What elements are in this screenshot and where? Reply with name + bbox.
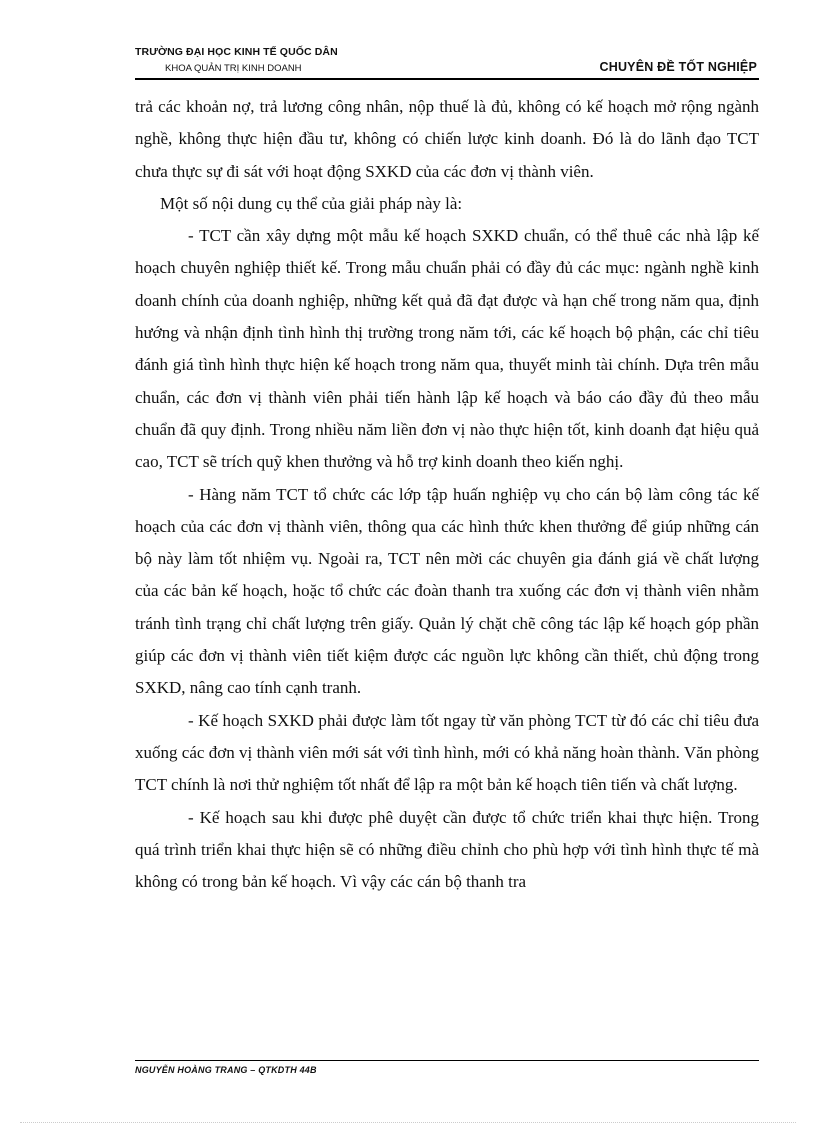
paragraph-bullet-implementation: - Kế hoạch sau khi được phê duyệt cần được tổ chức triển khai thực hiện. Trong quá trình triển khai thực hiện sẽ có những điều chỉnh cho phù hợp với tình hình thực tế mà không có trong bản kế hoạch. Vì vậy các cán bộ thanh tra: [135, 807, 759, 892]
header-divider: [135, 78, 759, 80]
university-name: TRƯỜNG ĐẠI HỌC KINH TẾ QUỐC DÂN: [135, 46, 338, 58]
paragraph-continuation: trả các khoản nợ, trả lương công nhân, nộp thuế là đủ, không có kế hoạch mở rộng ngành nghề, không thực hiện đầu tư, không có chiến lược kinh doanh. Đó là do lãnh đạo TCT chưa thực sự đi sát với hoạt động SXKD của các đơn vị thành viên.: [135, 97, 759, 181]
document-type: CHUYÊN ĐỀ TỐT NGHIỆP: [599, 60, 757, 74]
body-text: [135, 91, 759, 898]
paragraph-intro: Một số nội dung cụ thể của giải pháp này là:: [160, 193, 463, 213]
page-header: [135, 46, 759, 78]
paragraph-bullet-training: - Hàng năm TCT tổ chức các lớp tập huấn nghiệp vụ cho cán bộ làm công tác kế hoạch của các đơn vị thành viên, thông qua các hình thức khen thưởng để giúp những cán bộ này làm tốt nhiệm vụ. Ngoài ra, TCT nên mời các chuyên gia đánh giá về chất lượng của các bản kế hoạch, hoặc tổ chức các đoàn thanh tra xuống các đơn vị thành viên nhằm tránh tình trạng chỉ chất lượng trên giấy. Quản lý chặt chẽ công tác lập kế hoạch góp phần giúp các đơn vị thành viên tiết kiệm được các nguồn lực không cần thiết, chủ động trong SXKD, nâng cao tính cạnh tranh.: [135, 484, 759, 698]
faculty-name: KHOA QUẢN TRỊ KINH DOANH: [165, 63, 302, 74]
footer-divider: [135, 1060, 759, 1061]
paragraph-bullet-template: - TCT cần xây dựng một mẫu kế hoạch SXKD chuẩn, có thể thuê các nhà lập kế hoạch chuyên nghiệp thiết kế. Trong mẫu chuẩn phải có đầy đủ các mục: ngành nghề kinh doanh chính của doanh nghiệp, những kết quả đã đạt được và hạn chế trong năm qua, định hướng và nhận định tình hình thị trường trong năm tới, các kế hoạch bộ phận, các chỉ tiêu đánh giá tình hình thực hiện kế hoạch trong năm qua, thuyết minh tài chính. Dựa trên mẫu chuẩn, các đơn vị thành viên phải tiến hành lập kế hoạch và báo cáo đầy đủ theo mẫu chuẩn đã quy định. Trong nhiều năm liền đơn vị nào thực hiện tốt, kinh doanh đạt hiệu quả cao, TCT sẽ trích quỹ khen thưởng và hỗ trợ kinh doanh theo kiến nghị.: [135, 226, 759, 472]
paragraph-bullet-office: - Kế hoạch SXKD phải được làm tốt ngay từ văn phòng TCT từ đó các chỉ tiêu đưa xuống các đơn vị thành viên mới sát với tình hình, mới có khả năng hoàn thành. Văn phòng TCT chính là nơi thử nghiệm tốt nhất để lập ra một bản kế hoạch tiên tiến và chất lượng.: [135, 710, 759, 795]
footer-author: NGUYỄN HOÀNG TRANG – QTKDTH 44B: [135, 1065, 317, 1075]
